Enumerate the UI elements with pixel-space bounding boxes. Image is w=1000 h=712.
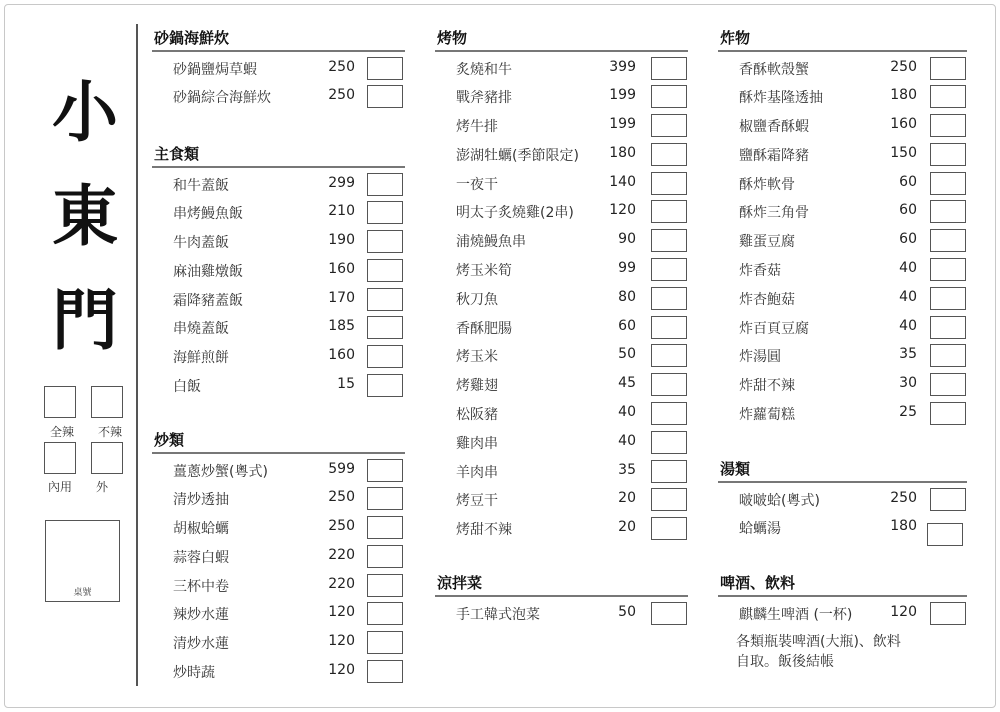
item-price: 210 <box>328 203 355 220</box>
menu-item <box>718 112 967 141</box>
item-price: 199 <box>609 87 636 104</box>
menu-item <box>152 171 405 200</box>
takeout-label: 外 <box>96 480 109 494</box>
menu-item <box>435 515 688 544</box>
quantity-field[interactable] <box>651 373 687 396</box>
section-divider <box>152 166 405 168</box>
dine-in-checkbox[interactable] <box>44 442 76 474</box>
logo-char: 東 <box>52 177 118 255</box>
item-name: 烤豆干 <box>456 493 498 510</box>
quantity-field[interactable] <box>651 143 687 166</box>
menu-item <box>435 141 688 170</box>
item-name: 鹽酥霜降豬 <box>739 147 809 164</box>
note-line: 自取。飯後結帳 <box>736 654 834 671</box>
section-title: 涼拌菜 <box>437 574 483 592</box>
quantity-field[interactable] <box>367 85 403 108</box>
item-price: 40 <box>618 432 636 449</box>
quantity-field[interactable] <box>930 344 966 367</box>
menu-item <box>718 55 967 84</box>
item-name: 辣炒水蓮 <box>173 607 229 624</box>
item-price: 160 <box>328 260 355 277</box>
item-price: 185 <box>328 318 355 335</box>
item-price: 170 <box>328 289 355 306</box>
quantity-field[interactable] <box>651 258 687 281</box>
item-price: 80 <box>618 288 636 305</box>
quantity-field[interactable] <box>651 287 687 310</box>
item-price: 60 <box>618 317 636 334</box>
menu-item <box>718 400 967 429</box>
menu-item <box>718 314 967 343</box>
menu-item <box>435 170 688 199</box>
menu-item <box>435 83 688 112</box>
item-name: 炒時蔬 <box>173 665 215 682</box>
item-name: 麻油雞燉飯 <box>173 263 243 280</box>
item-name: 酥炸基隆透抽 <box>739 90 823 107</box>
item-price: 180 <box>890 518 917 535</box>
item-price: 250 <box>890 489 917 506</box>
item-name: 烤牛排 <box>456 119 498 136</box>
menu-section <box>435 26 688 544</box>
item-price: 90 <box>618 231 636 248</box>
menu-item <box>435 314 688 343</box>
menu-item <box>152 314 405 343</box>
dine-in-label: 內用 <box>48 480 73 494</box>
menu-item <box>718 170 967 199</box>
item-name: 清炒透抽 <box>173 492 229 509</box>
takeout-checkbox[interactable] <box>91 442 123 474</box>
item-name: 烤甜不辣 <box>456 522 512 539</box>
item-name: 炸杏鮑菇 <box>739 291 795 308</box>
item-price: 45 <box>618 375 636 392</box>
item-name: 烤雞翅 <box>456 378 498 395</box>
item-price: 160 <box>890 116 917 133</box>
item-name: 三杯中卷 <box>173 578 229 595</box>
item-name: 一夜干 <box>456 176 498 193</box>
item-name: 椒鹽香酥蝦 <box>739 119 809 136</box>
restaurant-logo <box>40 60 130 372</box>
menu-section <box>152 142 405 401</box>
item-name: 酥炸三角骨 <box>739 205 809 222</box>
item-name: 烤玉米筍 <box>456 263 512 280</box>
item-name: 炸百頁豆腐 <box>739 320 809 337</box>
menu-item <box>435 112 688 141</box>
item-name: 砂鍋鹽焗草蝦 <box>173 61 257 78</box>
section-divider <box>718 50 967 52</box>
item-price: 40 <box>618 404 636 421</box>
section-divider <box>152 452 405 454</box>
item-name: 海鮮煎餅 <box>173 350 229 367</box>
item-name: 浦燒鰻魚串 <box>456 234 526 251</box>
quantity-field[interactable] <box>651 200 687 223</box>
item-price: 250 <box>328 489 355 506</box>
section-divider <box>718 595 967 597</box>
menu-item <box>718 514 967 543</box>
menu-item <box>435 285 688 314</box>
menu-item <box>435 256 688 285</box>
item-price: 60 <box>899 202 917 219</box>
quantity-field[interactable] <box>367 574 403 597</box>
item-name: 雞肉串 <box>456 435 498 452</box>
quantity-field[interactable] <box>930 316 966 339</box>
item-name: 炸蘿蔔糕 <box>739 407 795 424</box>
menu-item <box>152 228 405 257</box>
spicy-all-checkbox[interactable] <box>44 386 76 418</box>
quantity-field[interactable] <box>930 85 966 108</box>
item-price: 60 <box>899 173 917 190</box>
item-price: 250 <box>328 518 355 535</box>
menu-item <box>435 371 688 400</box>
quantity-field[interactable] <box>367 201 403 224</box>
quantity-field[interactable] <box>930 172 966 195</box>
menu-item <box>152 485 405 514</box>
item-price: 140 <box>609 173 636 190</box>
item-name: 串烤鰻魚飯 <box>173 206 243 223</box>
quantity-field[interactable] <box>651 517 687 540</box>
item-name: 松阪豬 <box>456 407 498 424</box>
item-name: 白飯 <box>173 379 201 396</box>
menu-item <box>435 458 688 487</box>
menu-item <box>435 429 688 458</box>
quantity-field[interactable] <box>651 114 687 137</box>
section-title: 主食類 <box>154 145 200 163</box>
item-price: 220 <box>328 575 355 592</box>
item-name: 炸甜不辣 <box>739 378 795 395</box>
item-name: 炸香菇 <box>739 263 781 280</box>
quantity-field[interactable] <box>930 258 966 281</box>
section-title: 炸物 <box>720 29 751 47</box>
item-name: 蛤蠣湯 <box>739 521 781 538</box>
menu-item <box>152 514 405 543</box>
item-name: 胡椒蛤蠣 <box>173 521 229 538</box>
menu-item <box>152 629 405 658</box>
quantity-field[interactable] <box>930 602 966 625</box>
item-price: 35 <box>618 461 636 478</box>
menu-item <box>152 343 405 372</box>
item-price: 60 <box>899 231 917 248</box>
section-title: 烤物 <box>437 29 468 47</box>
item-name: 炙燒和牛 <box>456 61 512 78</box>
quantity-field[interactable] <box>367 288 403 311</box>
quantity-field[interactable] <box>367 173 403 196</box>
item-name: 炸湯圓 <box>739 349 781 366</box>
section-title: 湯類 <box>720 460 751 478</box>
item-price: 190 <box>328 232 355 249</box>
menu-section <box>718 457 967 543</box>
item-price: 599 <box>328 460 355 477</box>
quantity-field[interactable] <box>651 316 687 339</box>
spicy-all-label: 全辣 <box>50 425 75 439</box>
item-name: 雞蛋豆腐 <box>739 234 795 251</box>
quantity-field[interactable] <box>930 402 966 425</box>
menu-item <box>718 285 967 314</box>
quantity-field[interactable] <box>367 259 403 282</box>
item-price: 120 <box>328 662 355 679</box>
menu-item <box>152 83 405 112</box>
menu-item <box>152 572 405 601</box>
menu-item <box>435 486 688 515</box>
divider <box>136 24 138 686</box>
quantity-field[interactable] <box>367 487 403 510</box>
item-name: 啵啵蛤(粵式) <box>739 492 820 509</box>
menu-item <box>718 256 967 285</box>
quantity-field[interactable] <box>651 172 687 195</box>
menu-item <box>435 198 688 227</box>
section-divider <box>718 481 967 483</box>
quantity-field[interactable] <box>651 57 687 80</box>
quantity-field[interactable] <box>651 402 687 425</box>
item-name: 戰斧豬排 <box>456 90 512 107</box>
quantity-field[interactable] <box>367 660 403 683</box>
menu-item <box>718 198 967 227</box>
item-price: 35 <box>899 346 917 363</box>
item-price: 180 <box>890 87 917 104</box>
item-price: 40 <box>899 317 917 334</box>
menu-section <box>718 571 967 672</box>
menu-item <box>718 342 967 371</box>
item-name: 手工韓式泡菜 <box>456 606 540 623</box>
item-price: 250 <box>890 58 917 75</box>
item-price: 120 <box>890 603 917 620</box>
menu-item <box>435 227 688 256</box>
menu-item <box>718 371 967 400</box>
menu-item <box>152 543 405 572</box>
item-name: 酥炸軟骨 <box>739 176 795 193</box>
item-price: 20 <box>618 519 636 536</box>
item-name: 香酥軟殼蟹 <box>739 61 809 78</box>
quantity-field[interactable] <box>367 631 403 654</box>
quantity-field[interactable] <box>930 488 966 511</box>
item-name: 明太子炙燒雞(2串) <box>456 205 574 222</box>
quantity-field[interactable] <box>651 431 687 454</box>
quantity-field[interactable] <box>930 287 966 310</box>
item-name: 澎湖牡蠣(季節限定) <box>456 147 579 164</box>
item-price: 120 <box>328 604 355 621</box>
section-title: 炒類 <box>154 431 185 449</box>
quantity-field[interactable] <box>367 57 403 80</box>
quantity-field[interactable] <box>367 230 403 253</box>
quantity-field[interactable] <box>930 114 966 137</box>
section-divider <box>435 595 688 597</box>
quantity-field[interactable] <box>930 229 966 252</box>
note-line: 各類瓶裝啤酒(大瓶)、飲料 <box>736 634 901 651</box>
item-name: 清炒水蓮 <box>173 636 229 653</box>
section-title: 啤酒、飲料 <box>720 574 796 592</box>
quantity-field[interactable] <box>930 200 966 223</box>
menu-item <box>152 199 405 228</box>
section-title: 砂鍋海鮮炊 <box>154 29 230 47</box>
menu-item <box>718 141 967 170</box>
item-price: 250 <box>328 87 355 104</box>
quantity-field[interactable] <box>930 143 966 166</box>
menu-item <box>718 83 967 112</box>
item-name: 霜降豬蓋飯 <box>173 292 243 309</box>
quantity-field[interactable] <box>367 345 403 368</box>
menu-item <box>152 372 405 401</box>
item-price: 120 <box>609 202 636 219</box>
item-price: 120 <box>328 633 355 650</box>
section-divider <box>152 50 405 52</box>
quantity-field[interactable] <box>367 374 403 397</box>
item-name: 牛肉蓋飯 <box>173 235 229 252</box>
menu-item <box>152 257 405 286</box>
menu-item <box>718 486 967 515</box>
item-name: 串燒蓋飯 <box>173 321 229 338</box>
item-name: 麒麟生啤酒 (一杯) <box>739 606 853 623</box>
item-name: 和牛蓋飯 <box>173 177 229 194</box>
quantity-field[interactable] <box>651 229 687 252</box>
menu-item <box>152 55 405 84</box>
quantity-field[interactable] <box>367 516 403 539</box>
menu-item <box>718 600 967 629</box>
menu-section <box>152 428 405 687</box>
not-spicy-checkbox[interactable] <box>91 386 123 418</box>
item-price: 50 <box>618 346 636 363</box>
item-name: 羊肉串 <box>456 464 498 481</box>
menu-item <box>435 600 688 629</box>
quantity-field[interactable] <box>651 488 687 511</box>
quantity-field[interactable] <box>367 545 403 568</box>
menu-item <box>152 286 405 315</box>
item-name: 烤玉米 <box>456 349 498 366</box>
item-price: 30 <box>899 375 917 392</box>
item-price: 180 <box>609 144 636 161</box>
not-spicy-label: 不辣 <box>98 425 123 439</box>
menu-item <box>435 55 688 84</box>
item-price: 160 <box>328 347 355 364</box>
quantity-field[interactable] <box>930 373 966 396</box>
menu-item <box>435 342 688 371</box>
item-price: 299 <box>328 174 355 191</box>
item-price: 399 <box>609 58 636 75</box>
quantity-field[interactable] <box>367 459 403 482</box>
quantity-field[interactable] <box>367 316 403 339</box>
menu-section <box>435 571 688 628</box>
quantity-field[interactable] <box>651 460 687 483</box>
item-price: 15 <box>337 376 355 393</box>
item-price: 40 <box>899 260 917 277</box>
menu-section <box>718 26 967 429</box>
item-name: 薑蔥炒蟹(粵式) <box>173 463 268 480</box>
quantity-field[interactable] <box>927 523 963 546</box>
menu-section <box>152 26 405 112</box>
table-number-field[interactable] <box>45 520 120 602</box>
logo-char: 小 <box>52 73 118 151</box>
item-price: 25 <box>899 404 917 421</box>
section-divider <box>435 50 688 52</box>
item-name: 砂鍋綜合海鮮炊 <box>173 90 271 107</box>
item-price: 40 <box>899 288 917 305</box>
quantity-field[interactable] <box>651 602 687 625</box>
logo-char: 門 <box>52 281 118 359</box>
item-price: 250 <box>328 58 355 75</box>
item-name: 秋刀魚 <box>456 291 498 308</box>
menu-item <box>435 400 688 429</box>
table-number-label: 桌號 <box>73 588 92 598</box>
item-name: 蒜蓉白蝦 <box>173 549 229 566</box>
menu-item <box>152 600 405 629</box>
quantity-field[interactable] <box>367 602 403 625</box>
item-price: 150 <box>890 144 917 161</box>
item-price: 199 <box>609 116 636 133</box>
item-price: 20 <box>618 490 636 507</box>
drinks-note <box>718 632 967 672</box>
menu-item <box>152 658 405 687</box>
item-price: 99 <box>618 260 636 277</box>
menu-item <box>152 457 405 486</box>
quantity-field[interactable] <box>651 85 687 108</box>
item-name: 香酥肥腸 <box>456 320 512 337</box>
item-price: 220 <box>328 546 355 563</box>
item-price: 50 <box>618 603 636 620</box>
quantity-field[interactable] <box>930 57 966 80</box>
quantity-field[interactable] <box>651 344 687 367</box>
menu-item <box>718 227 967 256</box>
